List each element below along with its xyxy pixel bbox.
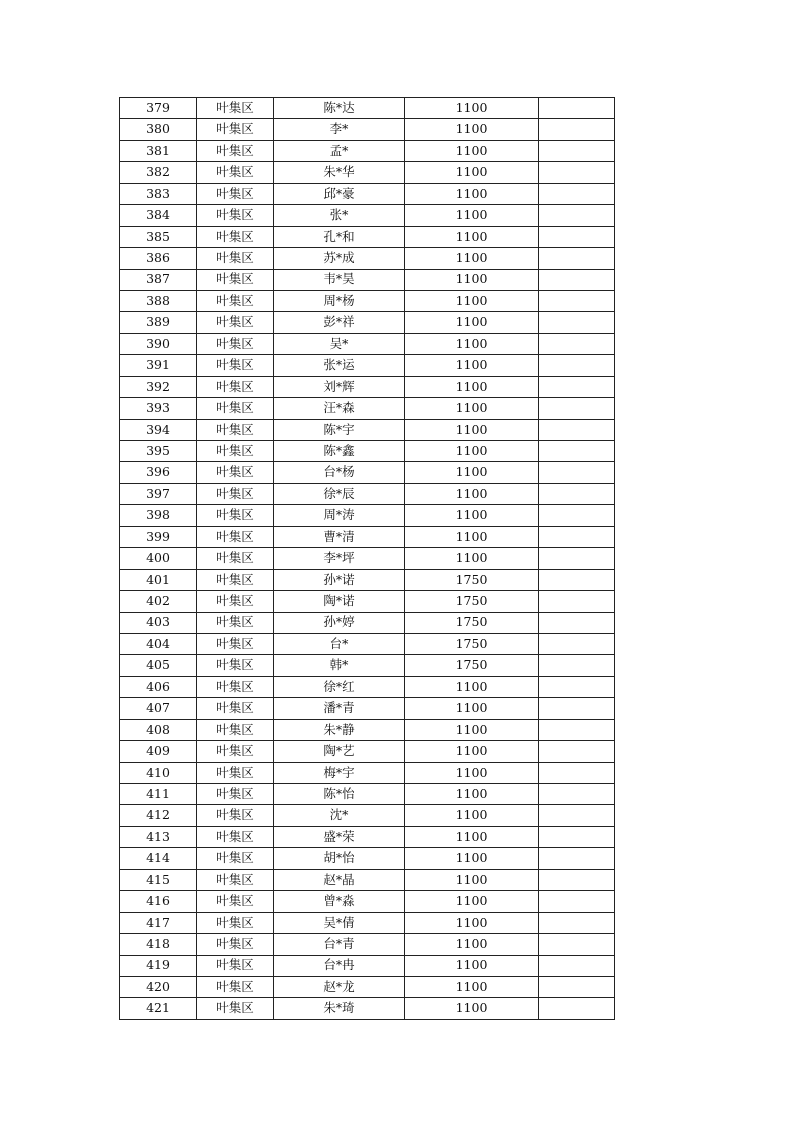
remark-cell — [539, 591, 615, 612]
name-cell: 徐*红 — [274, 676, 405, 697]
district-cell: 叶集区 — [197, 891, 274, 912]
amount-cell: 1100 — [405, 869, 539, 890]
remark-cell — [539, 312, 615, 333]
name-cell: 台*杨 — [274, 462, 405, 483]
amount-cell: 1100 — [405, 912, 539, 933]
district-cell: 叶集区 — [197, 205, 274, 226]
name-cell: 张* — [274, 205, 405, 226]
table-row — [120, 569, 615, 590]
row-number-cell: 407 — [120, 698, 197, 719]
name-cell: 孟* — [274, 140, 405, 161]
table-row — [120, 934, 615, 955]
table-row — [120, 441, 615, 462]
name-cell: 台*冉 — [274, 955, 405, 976]
amount-cell: 1100 — [405, 462, 539, 483]
remark-cell — [539, 483, 615, 504]
remark-cell — [539, 462, 615, 483]
row-number-cell: 395 — [120, 441, 197, 462]
name-cell: 孙*婷 — [274, 612, 405, 633]
remark-cell — [539, 719, 615, 740]
amount-cell: 1100 — [405, 162, 539, 183]
remark-cell — [539, 934, 615, 955]
table-row — [120, 633, 615, 654]
table-row — [120, 998, 615, 1019]
row-number-cell: 412 — [120, 805, 197, 826]
row-number-cell: 413 — [120, 826, 197, 847]
table-row — [120, 955, 615, 976]
row-number-cell: 397 — [120, 483, 197, 504]
district-cell: 叶集区 — [197, 462, 274, 483]
row-number-cell: 415 — [120, 869, 197, 890]
district-cell: 叶集区 — [197, 976, 274, 997]
table-row — [120, 183, 615, 204]
row-number-cell: 400 — [120, 548, 197, 569]
row-number-cell: 420 — [120, 976, 197, 997]
name-cell: 朱*琦 — [274, 998, 405, 1019]
table-row — [120, 333, 615, 354]
amount-cell: 1100 — [405, 205, 539, 226]
table-row — [120, 205, 615, 226]
table-row — [120, 762, 615, 783]
name-cell: 徐*辰 — [274, 483, 405, 504]
table-row — [120, 162, 615, 183]
remark-cell — [539, 226, 615, 247]
table-row — [120, 784, 615, 805]
district-cell: 叶集区 — [197, 805, 274, 826]
district-cell: 叶集区 — [197, 162, 274, 183]
district-cell: 叶集区 — [197, 955, 274, 976]
name-cell: 周*杨 — [274, 290, 405, 311]
district-cell: 叶集区 — [197, 140, 274, 161]
district-cell: 叶集区 — [197, 719, 274, 740]
row-number-cell: 398 — [120, 505, 197, 526]
row-number-cell: 404 — [120, 633, 197, 654]
district-cell: 叶集区 — [197, 248, 274, 269]
name-cell: 陈*达 — [274, 98, 405, 119]
district-cell: 叶集区 — [197, 848, 274, 869]
row-number-cell: 399 — [120, 526, 197, 547]
amount-cell: 1100 — [405, 741, 539, 762]
name-cell: 陶*艺 — [274, 741, 405, 762]
name-cell: 朱*静 — [274, 719, 405, 740]
name-cell: 赵*晶 — [274, 869, 405, 890]
district-cell: 叶集区 — [197, 355, 274, 376]
table-row — [120, 290, 615, 311]
name-cell: 邱*豪 — [274, 183, 405, 204]
name-cell: 吴* — [274, 333, 405, 354]
amount-cell: 1100 — [405, 826, 539, 847]
table-row — [120, 376, 615, 397]
remark-cell — [539, 891, 615, 912]
table-row — [120, 419, 615, 440]
remark-cell — [539, 441, 615, 462]
table-row — [120, 869, 615, 890]
row-number-cell: 418 — [120, 934, 197, 955]
district-cell: 叶集区 — [197, 312, 274, 333]
remark-cell — [539, 633, 615, 654]
district-cell: 叶集区 — [197, 483, 274, 504]
name-cell: 陈*宇 — [274, 419, 405, 440]
district-cell: 叶集区 — [197, 441, 274, 462]
remark-cell — [539, 655, 615, 676]
amount-cell: 1100 — [405, 998, 539, 1019]
row-number-cell: 389 — [120, 312, 197, 333]
district-cell: 叶集区 — [197, 998, 274, 1019]
amount-cell: 1100 — [405, 226, 539, 247]
remark-cell — [539, 205, 615, 226]
remark-cell — [539, 505, 615, 526]
row-number-cell: 387 — [120, 269, 197, 290]
amount-cell: 1100 — [405, 526, 539, 547]
table-row — [120, 698, 615, 719]
amount-cell: 1100 — [405, 140, 539, 161]
district-cell: 叶集区 — [197, 505, 274, 526]
district-cell: 叶集区 — [197, 226, 274, 247]
remark-cell — [539, 612, 615, 633]
name-cell: 李* — [274, 119, 405, 140]
subsidy-table — [119, 97, 615, 1020]
table-row — [120, 805, 615, 826]
row-number-cell: 419 — [120, 955, 197, 976]
row-number-cell: 417 — [120, 912, 197, 933]
table-row — [120, 226, 615, 247]
table-row — [120, 483, 615, 504]
row-number-cell: 403 — [120, 612, 197, 633]
remark-cell — [539, 998, 615, 1019]
amount-cell: 1750 — [405, 633, 539, 654]
remark-cell — [539, 248, 615, 269]
name-cell: 曹*清 — [274, 526, 405, 547]
amount-cell: 1100 — [405, 784, 539, 805]
amount-cell: 1100 — [405, 183, 539, 204]
name-cell: 沈* — [274, 805, 405, 826]
remark-cell — [539, 569, 615, 590]
row-number-cell: 388 — [120, 290, 197, 311]
name-cell: 朱*华 — [274, 162, 405, 183]
table-row — [120, 248, 615, 269]
row-number-cell: 383 — [120, 183, 197, 204]
name-cell: 梅*宇 — [274, 762, 405, 783]
name-cell: 盛*荣 — [274, 826, 405, 847]
remark-cell — [539, 398, 615, 419]
name-cell: 台* — [274, 633, 405, 654]
district-cell: 叶集区 — [197, 290, 274, 311]
row-number-cell: 410 — [120, 762, 197, 783]
district-cell: 叶集区 — [197, 934, 274, 955]
name-cell: 周*涛 — [274, 505, 405, 526]
table-row — [120, 976, 615, 997]
district-cell: 叶集区 — [197, 612, 274, 633]
remark-cell — [539, 355, 615, 376]
table-row — [120, 548, 615, 569]
remark-cell — [539, 140, 615, 161]
name-cell: 孙*诺 — [274, 569, 405, 590]
amount-cell: 1100 — [405, 312, 539, 333]
amount-cell: 1100 — [405, 719, 539, 740]
remark-cell — [539, 269, 615, 290]
amount-cell: 1100 — [405, 934, 539, 955]
amount-cell: 1100 — [405, 290, 539, 311]
amount-cell: 1100 — [405, 98, 539, 119]
district-cell: 叶集区 — [197, 633, 274, 654]
name-cell: 汪*森 — [274, 398, 405, 419]
name-cell: 台*青 — [274, 934, 405, 955]
remark-cell — [539, 183, 615, 204]
amount-cell: 1100 — [405, 976, 539, 997]
row-number-cell: 384 — [120, 205, 197, 226]
amount-cell: 1750 — [405, 569, 539, 590]
name-cell: 曾*淼 — [274, 891, 405, 912]
row-number-cell: 382 — [120, 162, 197, 183]
amount-cell: 1100 — [405, 419, 539, 440]
remark-cell — [539, 762, 615, 783]
amount-cell: 1100 — [405, 505, 539, 526]
amount-cell: 1100 — [405, 333, 539, 354]
district-cell: 叶集区 — [197, 655, 274, 676]
name-cell: 潘*青 — [274, 698, 405, 719]
remark-cell — [539, 848, 615, 869]
name-cell: 陈*鑫 — [274, 441, 405, 462]
table-row — [120, 826, 615, 847]
name-cell: 苏*成 — [274, 248, 405, 269]
table-row — [120, 591, 615, 612]
row-number-cell: 392 — [120, 376, 197, 397]
remark-cell — [539, 869, 615, 890]
name-cell: 吴*倩 — [274, 912, 405, 933]
amount-cell: 1100 — [405, 248, 539, 269]
district-cell: 叶集区 — [197, 762, 274, 783]
row-number-cell: 380 — [120, 119, 197, 140]
name-cell: 赵*龙 — [274, 976, 405, 997]
row-number-cell: 402 — [120, 591, 197, 612]
remark-cell — [539, 912, 615, 933]
remark-cell — [539, 784, 615, 805]
table-row — [120, 98, 615, 119]
amount-cell: 1100 — [405, 355, 539, 376]
remark-cell — [539, 548, 615, 569]
table-row — [120, 312, 615, 333]
amount-cell: 1100 — [405, 676, 539, 697]
table-row — [120, 719, 615, 740]
row-number-cell: 394 — [120, 419, 197, 440]
remark-cell — [539, 376, 615, 397]
row-number-cell: 401 — [120, 569, 197, 590]
amount-cell: 1100 — [405, 762, 539, 783]
district-cell: 叶集区 — [197, 183, 274, 204]
district-cell: 叶集区 — [197, 98, 274, 119]
name-cell: 孔*和 — [274, 226, 405, 247]
table-row — [120, 119, 615, 140]
table-row — [120, 398, 615, 419]
row-number-cell: 396 — [120, 462, 197, 483]
remark-cell — [539, 805, 615, 826]
district-cell: 叶集区 — [197, 119, 274, 140]
amount-cell: 1100 — [405, 698, 539, 719]
district-cell: 叶集区 — [197, 376, 274, 397]
name-cell: 彭*祥 — [274, 312, 405, 333]
district-cell: 叶集区 — [197, 419, 274, 440]
name-cell: 胡*怡 — [274, 848, 405, 869]
district-cell: 叶集区 — [197, 826, 274, 847]
name-cell: 陶*诺 — [274, 591, 405, 612]
district-cell: 叶集区 — [197, 869, 274, 890]
name-cell: 韩* — [274, 655, 405, 676]
amount-cell: 1100 — [405, 398, 539, 419]
amount-cell: 1100 — [405, 483, 539, 504]
table-row — [120, 655, 615, 676]
row-number-cell: 379 — [120, 98, 197, 119]
remark-cell — [539, 698, 615, 719]
district-cell: 叶集区 — [197, 912, 274, 933]
remark-cell — [539, 98, 615, 119]
row-number-cell: 385 — [120, 226, 197, 247]
row-number-cell: 421 — [120, 998, 197, 1019]
district-cell: 叶集区 — [197, 333, 274, 354]
amount-cell: 1750 — [405, 655, 539, 676]
table-row — [120, 140, 615, 161]
remark-cell — [539, 826, 615, 847]
row-number-cell: 391 — [120, 355, 197, 376]
remark-cell — [539, 741, 615, 762]
remark-cell — [539, 526, 615, 547]
row-number-cell: 393 — [120, 398, 197, 419]
district-cell: 叶集区 — [197, 269, 274, 290]
remark-cell — [539, 955, 615, 976]
row-number-cell: 381 — [120, 140, 197, 161]
table-row — [120, 741, 615, 762]
amount-cell: 1100 — [405, 955, 539, 976]
row-number-cell: 409 — [120, 741, 197, 762]
district-cell: 叶集区 — [197, 676, 274, 697]
row-number-cell: 390 — [120, 333, 197, 354]
district-cell: 叶集区 — [197, 784, 274, 805]
remark-cell — [539, 976, 615, 997]
amount-cell: 1100 — [405, 119, 539, 140]
row-number-cell: 414 — [120, 848, 197, 869]
table-row — [120, 526, 615, 547]
remark-cell — [539, 162, 615, 183]
name-cell: 李*坪 — [274, 548, 405, 569]
table-row — [120, 462, 615, 483]
row-number-cell: 386 — [120, 248, 197, 269]
amount-cell: 1100 — [405, 548, 539, 569]
table-row — [120, 891, 615, 912]
row-number-cell: 411 — [120, 784, 197, 805]
district-cell: 叶集区 — [197, 569, 274, 590]
district-cell: 叶集区 — [197, 741, 274, 762]
amount-cell: 1100 — [405, 376, 539, 397]
table-row — [120, 505, 615, 526]
name-cell: 张*运 — [274, 355, 405, 376]
row-number-cell: 405 — [120, 655, 197, 676]
table-row — [120, 269, 615, 290]
table-row — [120, 355, 615, 376]
table-row — [120, 676, 615, 697]
amount-cell: 1750 — [405, 612, 539, 633]
row-number-cell: 416 — [120, 891, 197, 912]
name-cell: 刘*辉 — [274, 376, 405, 397]
table-row — [120, 848, 615, 869]
row-number-cell: 408 — [120, 719, 197, 740]
remark-cell — [539, 119, 615, 140]
district-cell: 叶集区 — [197, 398, 274, 419]
district-cell: 叶集区 — [197, 548, 274, 569]
amount-cell: 1100 — [405, 848, 539, 869]
remark-cell — [539, 333, 615, 354]
district-cell: 叶集区 — [197, 526, 274, 547]
district-cell: 叶集区 — [197, 591, 274, 612]
name-cell: 韦*昊 — [274, 269, 405, 290]
row-number-cell: 406 — [120, 676, 197, 697]
table-row — [120, 612, 615, 633]
amount-cell: 1100 — [405, 269, 539, 290]
table-row — [120, 912, 615, 933]
remark-cell — [539, 676, 615, 697]
remark-cell — [539, 419, 615, 440]
name-cell: 陈*怡 — [274, 784, 405, 805]
amount-cell: 1750 — [405, 591, 539, 612]
amount-cell: 1100 — [405, 891, 539, 912]
district-cell: 叶集区 — [197, 698, 274, 719]
amount-cell: 1100 — [405, 805, 539, 826]
amount-cell: 1100 — [405, 441, 539, 462]
table-body — [120, 98, 615, 1020]
remark-cell — [539, 290, 615, 311]
